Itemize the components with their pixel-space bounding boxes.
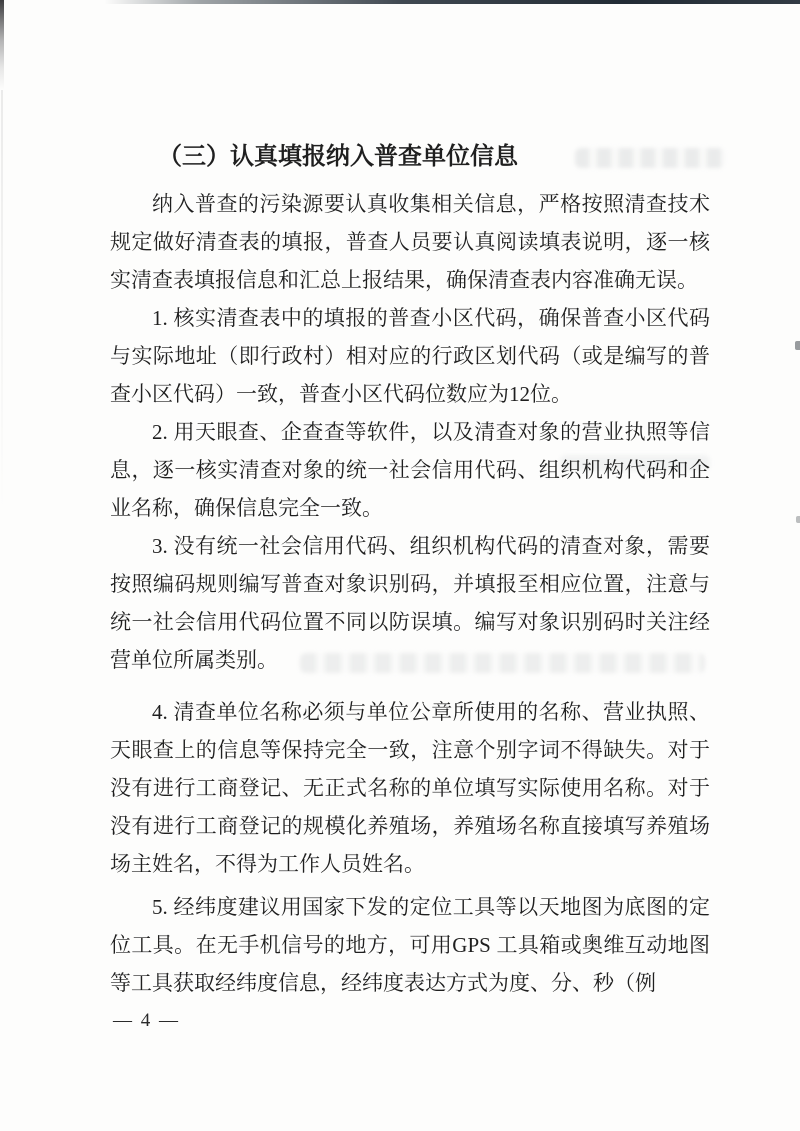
scan-artifact-left-line [1,90,3,510]
scan-artifact-speck [796,516,800,523]
list-item-4: 4. 清查单位名称必须与单位公章所使用的名称、营业执照、天眼查上的信息等保持完全一致，注意个别字词不得缺失。对于没有进行工商登记、无正式名称的单位填写实际使用名称。对于没有进行工商登记的规模化养殖场，养殖场名称直接填写养殖场场主姓名，不得为工作人员姓名。 [110,700,710,876]
page-body [110,137,710,1002]
list-item-5: 5. 经纬度建议用国家下发的定位工具等以天地图为底图的定位工具。在无手机信号的地方，可用GPS 工具箱或奥维互动地图等工具获取经纬度信息，经纬度表达方式为度、分、秒（例 [110,895,710,995]
section-heading: （三）认真填报纳入普查单位信息 [158,144,518,170]
scan-artifact-speck [795,341,800,350]
paragraph-intro: 纳入普查的污染源要认真收集相关信息，严格按照清查技术规定做好清查表的填报，普查人员要认真阅读填表说明，逐一核实清查表填报信息和汇总上报结果，确保清查表内容准确无误。 [110,192,710,292]
list-item-1: 1. 核实清查表中的填报的普查小区代码，确保普查小区代码与实际地址（即行政村）相对应的行政区划代码（或是编写的普查小区代码）一致，普查小区代码位数应为12位。 [110,306,710,406]
scan-artifact-top-edge [0,0,800,4]
page-number: — 4 — [113,1010,180,1031]
list-item-3: 3. 没有统一社会信用代码、组织机构代码的清查对象，需要按照编码规则编写普查对象识别码，并填报至相应位置，注意与统一社会信用代码位置不同以防误填。编写对象识别码时关注经营单位所属类别。 [110,534,710,672]
scan-artifact-left-corner [0,0,4,90]
list-item-2: 2. 用天眼查、企查查等软件，以及清查对象的营业执照等信息，逐一核实清查对象的统一社会信用代码、组织机构代码和企业名称，确保信息完全一致。 [110,420,710,520]
